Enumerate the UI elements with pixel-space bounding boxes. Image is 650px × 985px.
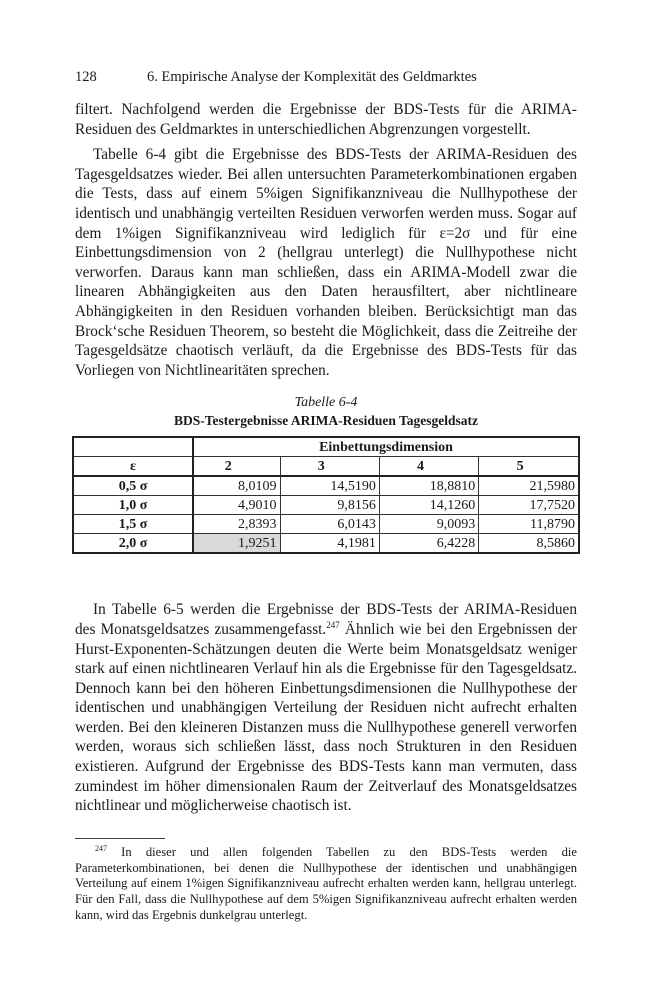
document-page: [75, 68, 577, 924]
dimension-header-cell: 3: [280, 457, 379, 477]
value-cell: 6,4228: [379, 534, 478, 554]
epsilon-header-cell: ε: [73, 457, 193, 477]
header-row: [73, 457, 579, 477]
running-header: [75, 68, 577, 86]
footnote-reference[interactable]: 247: [326, 619, 340, 630]
group-header-cell: Einbettungsdimension: [193, 437, 579, 457]
value-cell: 8,5860: [479, 534, 579, 554]
epsilon-cell: 1,0 σ: [73, 496, 193, 515]
footnote: [75, 845, 577, 924]
paragraph-table-6-4-discussion: Tabelle 6-4 gibt die Ergebnisse des BDS-Tests der ARIMA-Residuen des Tagesgeldsatzes wieder. Bei allen untersuchten Parameterkombinationen ergaben die Tests, dass auf einem 5%igen Signifikanzniveau die Nullhypothese der identisch und unabhängig verteilten Residuen verworfen werden muss. Sogar auf dem 1%igen Signifikanzniveau wird lediglich für ε=2σ und für eine Einbettungsdimension von 2 (hellgrau unterlegt) die Nullhypothese nicht verworfen. Daraus kann man schließen, dass ein ARIMA-Modell zwar die linearen Abhängigkeiten aus den Daten herausfiltert, aber nichtlineare Abhängigkeiten in den Residuen vorhanden bleiben. Berücksichtigt man das Brock‘sche Residuen Theorem, so besteht die Möglichkeit, dass die Zeitreihe der Tagesgeldsätze chaotisch verläuft, da die Ergebnisse des BDS-Tests für das Vorliegen von Nichtlinearitäten sprechen.: [75, 146, 577, 379]
paragraph-text: In Tabelle 6-5 werden die Ergebnisse der BDS-Tests der ARIMA-Residuen des Monatsgeldsatzes zusammengefasst.: [75, 601, 577, 638]
paragraph-table-6-5-discussion: [75, 600, 577, 816]
value-cell: 11,8790: [479, 515, 579, 534]
bds-results-table: [72, 436, 580, 554]
page-number: 128: [75, 69, 97, 85]
dimension-header-cell: 2: [193, 457, 280, 477]
value-cell: 21,5980: [479, 476, 579, 496]
dimension-header-cell: 4: [379, 457, 478, 477]
chapter-title: 6. Empirische Analyse der Komplexität des Geldmarktes: [147, 69, 477, 85]
footnote-separator: [75, 838, 165, 839]
paragraph-continuation: filtert. Nachfolgend werden die Ergebnisse der BDS-Tests für die ARIMA-Residuen des Geldmarktes in unterschiedlichen Abgrenzungen vorgestellt.: [75, 101, 577, 138]
table-corner-cell: [73, 437, 193, 457]
table-title: BDS-Testergebnisse ARIMA-Residuen Tagesgeldsatz: [173, 413, 479, 429]
table-row: [73, 534, 579, 554]
footnote-text: In dieser und allen folgenden Tabellen zu den BDS-Tests werden die Parameterkombinationen, bei denen die Nullhypothese der identischen und unabhängigen Verteilung auf einem 1%igen Signifikanzniveau aufrecht erhalten werden kann, hellgrau unterlegt. Für den Fall, dass die Nullhypothese auf dem 5%igen Signifikanzniveau aufrecht erhalten werden kann, wird das Ergebnis dunkelgrau unterlegt.: [75, 844, 577, 923]
value-cell: 4,9010: [193, 496, 280, 515]
value-cell: 17,7520: [479, 496, 579, 515]
footnote-number: 247: [95, 843, 107, 853]
table-label: Tabelle 6-4: [294, 395, 358, 411]
value-cell: 2,8393: [193, 515, 280, 534]
epsilon-cell: 2,0 σ: [73, 534, 193, 554]
value-cell: 18,8810: [379, 476, 478, 496]
table-row: [73, 476, 579, 496]
value-cell: 9,8156: [280, 496, 379, 515]
value-cell: 4,1981: [280, 534, 379, 554]
value-cell: 6,0143: [280, 515, 379, 534]
value-cell-highlighted: 1,9251: [193, 534, 280, 554]
table-row: [73, 496, 579, 515]
table-caption: [75, 394, 577, 430]
value-cell: 8,0109: [193, 476, 280, 496]
value-cell: 14,1260: [379, 496, 478, 515]
table-row: [73, 515, 579, 534]
value-cell: 9,0093: [379, 515, 478, 534]
epsilon-cell: 0,5 σ: [73, 476, 193, 496]
paragraph-text: Ähnlich wie bei den Ergebnissen der Hurst-Exponenten-Schätzungen deuten die Werte beim Monatsgeldsatz weniger stark auf einen nichtlinearen Verlauf hin als die Ergebnisse für den Tagesgeldsatz. Dennoch kann bei den höheren Einbettungsdimensionen die Nullhypothese der identischen und unabhängigen Verteilung der Residuen nicht aufrecht erhalten werden. Bei den kleineren Distanzen muss die Nullhypothese generell verworfen werden, woraus sich schließen lässt, dass noch Strukturen in den Residuen existieren. Aufgrund der Ergebnisse des BDS-Tests kann man vermuten, dass zumindest im höher dimensionalen Raum der Zeitverlauf des Monatsgeldsatzes nichtlinear und möglicherweise chaotisch ist.: [75, 620, 577, 815]
value-cell: 14,5190: [280, 476, 379, 496]
dimension-header-cell: 5: [479, 457, 579, 477]
epsilon-cell: 1,5 σ: [73, 515, 193, 534]
